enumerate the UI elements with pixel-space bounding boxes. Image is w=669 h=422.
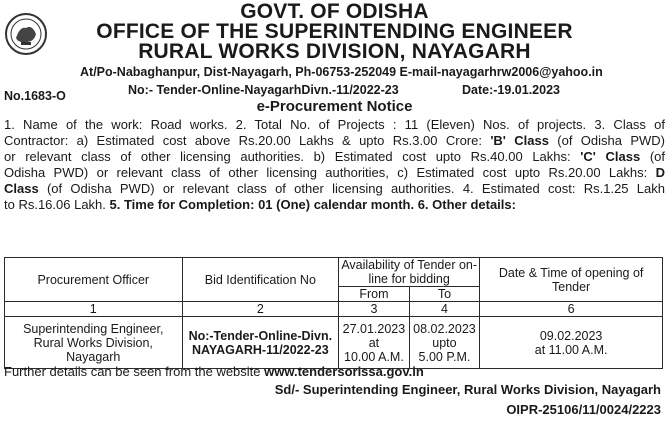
header-availability: Availability of Tender on-line for bidding: [339, 258, 480, 287]
website-prefix: Further details can be seen from the website: [4, 364, 265, 379]
col-number: 1: [5, 302, 183, 317]
header-from: From: [339, 287, 410, 302]
from-date: 27.01.2023: [342, 321, 406, 336]
header-opening: Date & Time of opening of Tender: [480, 258, 663, 302]
body-line: to Rs.16.06 Lakh. 5. Time for Completion: 01 (One) calendar month. 6. Other details:: [4, 196, 516, 212]
header-procurement-officer: Procurement Officer: [5, 258, 183, 302]
tender-number: No:- Tender-Online-NayagarhDivn.-11/2022-23: [128, 83, 399, 97]
to-upto: upto: [432, 335, 457, 350]
office-address: At/Po-Nabaghanpur, Dist-Nayagarh, Ph-06753-252049 E-mail-nayagarhrw2006@yahoo.in: [80, 65, 603, 79]
body-line: or relevant class of other licensing authorities. b) Estimated cost upto Rs.40.00 Lakhs: 'C' Class (of: [4, 148, 665, 164]
header-bid-id: Bid Identification No: [182, 258, 339, 302]
body-line: Odisha PWD) or relevant class of other licensing authorities, c) Estimated cost upto Rs.20.00 Lakhs: D: [4, 164, 665, 180]
table-row: [5, 317, 663, 369]
notice-date: Date:-19.01.2023: [462, 83, 560, 97]
from-time: 10.00 A.M.: [344, 349, 404, 364]
from-cell: [339, 317, 410, 369]
body-line: Class (of Odisha PWD) or relevant class of other licensing authorities. 4. Estimated cost: Rs.1.25 Lakh: [4, 180, 665, 196]
procurement-officer: Superintending Engineer, Rural Works Division, Nayagarh: [5, 317, 183, 369]
notice-title: e-Procurement Notice: [256, 98, 413, 115]
opening-cell: [480, 317, 663, 369]
to-cell: [409, 317, 480, 369]
col-number: 6: [480, 302, 663, 317]
col-number: 2: [182, 302, 339, 317]
col-number: 3: [339, 302, 410, 317]
body-line: 1. Name of the work: Road works. 2. Total No. of Projects : 11 (Eleven) Nos. of projects. 3. Class of: [4, 117, 665, 132]
opening-time: at 11.00 A.M.: [534, 342, 608, 357]
signature-line: Sd/- Superintending Engineer, Rural Works Division, Nayagarh: [274, 382, 661, 397]
oipr-number: OIPR-25106/11/0024/2223: [506, 402, 661, 417]
header-govt: GOVT. OF ODISHA: [240, 0, 429, 23]
notice-body: [4, 117, 665, 212]
header-to: To: [409, 287, 480, 302]
office-header: [0, 0, 669, 62]
to-time: 5.00 P.M.: [418, 349, 471, 364]
further-details: [4, 364, 424, 379]
website-link[interactable]: www.tendersorissa.gov.in: [264, 364, 424, 379]
bid-identification: No:-Tender-Online-Divn. NAYAGARH-11/2022-23: [182, 317, 339, 369]
letter-number: No.1683-O: [4, 89, 66, 103]
col-number: 4: [409, 302, 480, 317]
header-office: OFFICE OF THE SUPERINTENDING ENGINEER: [96, 20, 573, 43]
from-at: at: [368, 335, 380, 350]
opening-date: 09.02.2023: [539, 328, 603, 343]
to-date: 08.02.2023: [413, 321, 476, 336]
header-division: RURAL WORKS DIVISION, NAYAGARH: [138, 40, 531, 63]
tender-details-table: [4, 257, 663, 369]
body-line: Contractor: a) Estimated cost above Rs.20.00 Lakhs & upto Rs.3.00 Crore: 'B' Class (of Odisha PWD): [4, 132, 665, 148]
